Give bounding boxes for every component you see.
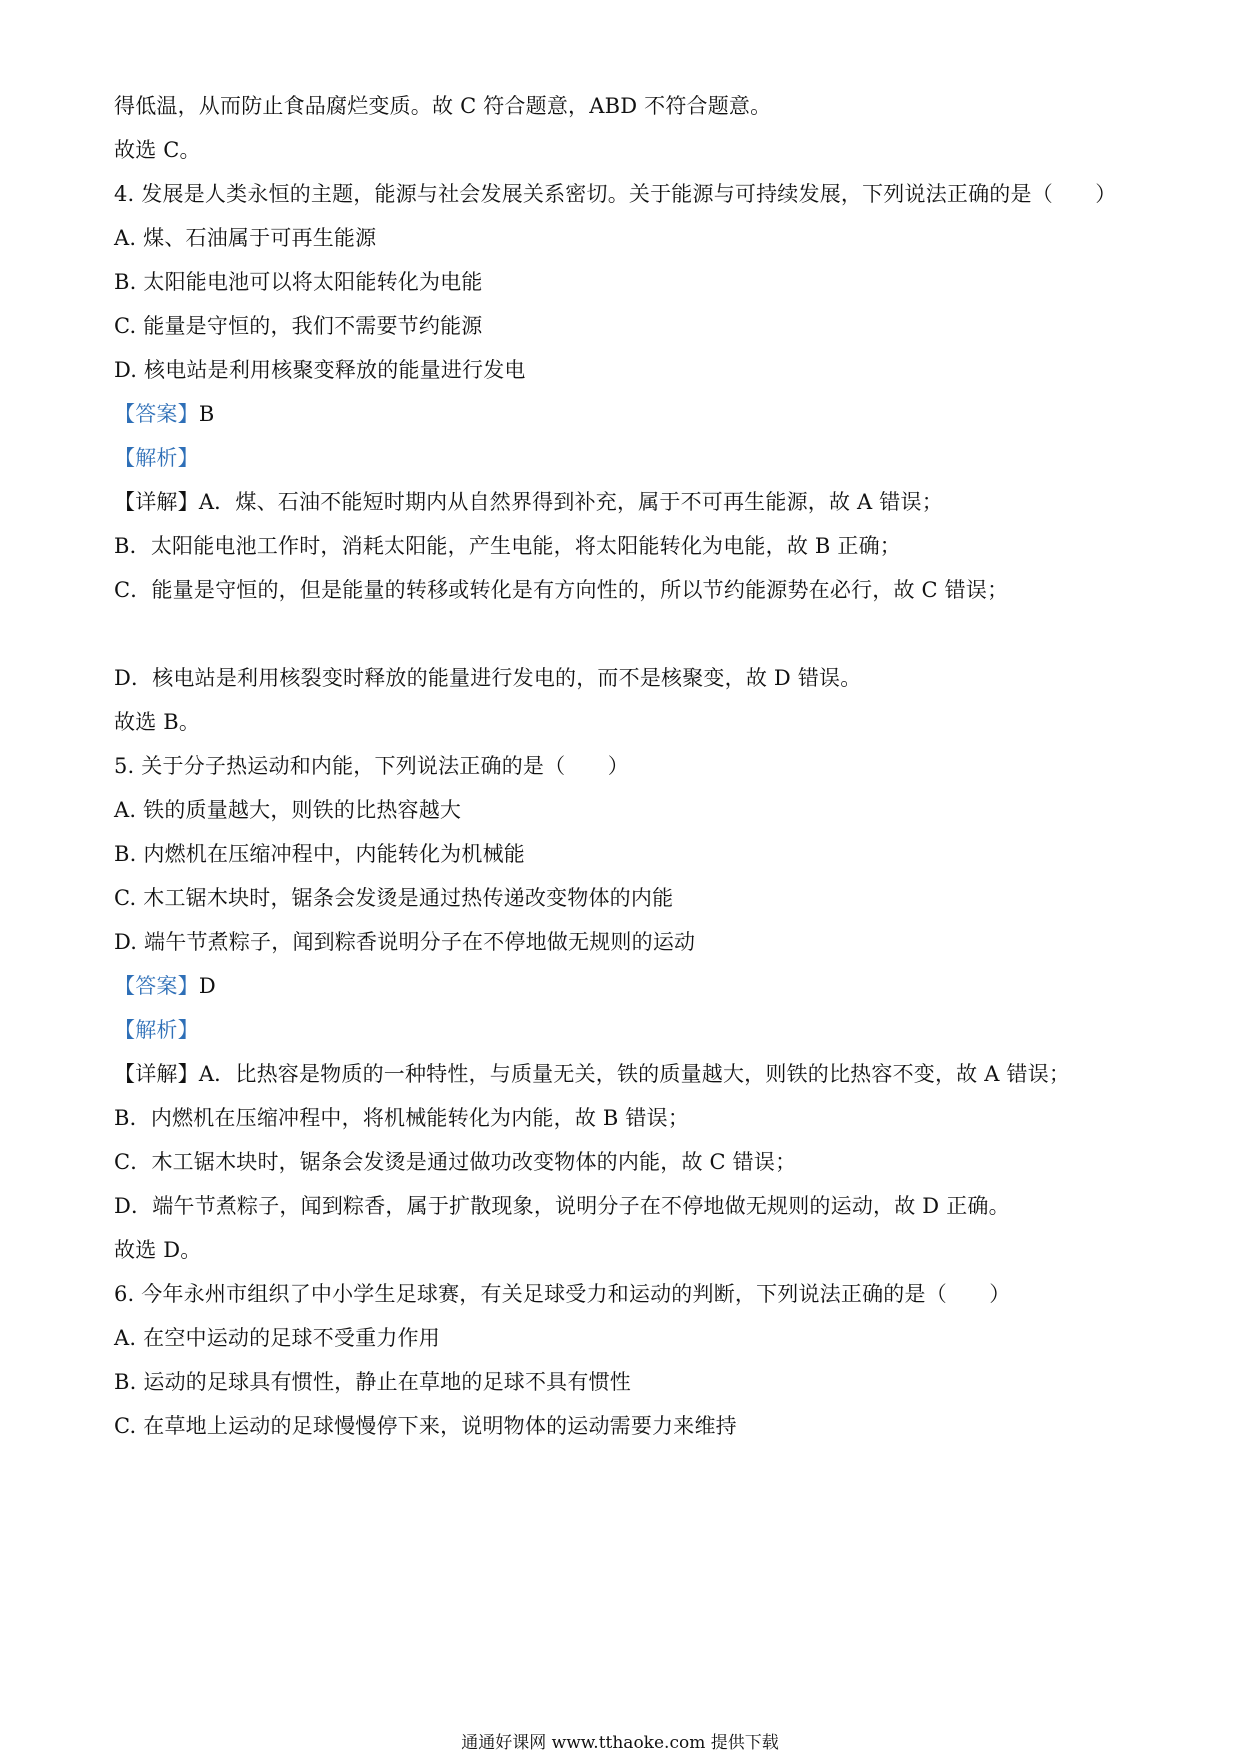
- answer-label: 【答案】: [114, 402, 199, 426]
- analysis-line: [114, 444, 199, 472]
- text-line: D．核电站是利用核裂变时释放的能量进行发电的，而不是核聚变，故 D 错误。: [114, 666, 862, 690]
- answer-label: 【答案】: [114, 974, 199, 998]
- question-4: 4. 发展是人类永恒的主题，能源与社会发展关系密切。关于能源与可持续发展，下列说法正确的是（ ）: [114, 182, 1117, 206]
- question-6: 6. 今年永州市组织了中小学生足球赛，有关足球受力和运动的判断，下列说法正确的是（ ）: [114, 1282, 1011, 1306]
- option-c: C. 能量是守恒的，我们不需要节约能源: [114, 314, 483, 338]
- text-line: 故选 B。: [114, 710, 201, 734]
- detail-label: 【详解】: [114, 1062, 199, 1086]
- analysis-line: [114, 1016, 199, 1044]
- option-d: D. 端午节煮粽子，闻到粽香说明分子在不停地做无规则的运动: [114, 930, 696, 954]
- option-a: A. 煤、石油属于可再生能源: [114, 226, 377, 250]
- detail-line: 【详解】A．比热容是物质的一种特性，与质量无关，铁的质量越大，则铁的比热容不变，故 A 错误；: [114, 1062, 1071, 1086]
- text-line: D．端午节煮粽子，闻到粽香，属于扩散现象，说明分子在不停地做无规则的运动，故 D 正确。: [114, 1194, 1010, 1218]
- option-c: C. 木工锯木块时，锯条会发烫是通过热传递改变物体的内能: [114, 886, 674, 910]
- analysis-label: 【解析】: [114, 446, 199, 470]
- text-line: B．内燃机在压缩冲程中，将机械能转化为内能，故 B 错误；: [114, 1106, 690, 1130]
- detail-label: 【详解】: [114, 490, 199, 514]
- option-a: A. 在空中运动的足球不受重力作用: [114, 1326, 440, 1350]
- question-5: 5. 关于分子热运动和内能，下列说法正确的是（ ）: [114, 754, 629, 778]
- option-c: C. 在草地上运动的足球慢慢停下来，说明物体的运动需要力来维持: [114, 1414, 737, 1438]
- answer-line: 【答案】D: [114, 974, 216, 998]
- analysis-label: 【解析】: [114, 1018, 199, 1042]
- option-b: B. 内燃机在压缩冲程中，内能转化为机械能: [114, 842, 525, 866]
- option-b: B. 运动的足球具有惯性，静止在草地的足球不具有惯性: [114, 1370, 631, 1394]
- detail-line: 【详解】A．煤、石油不能短时期内从自然界得到补充，属于不可再生能源，故 A 错误；: [114, 490, 943, 514]
- option-a: A. 铁的质量越大，则铁的比热容越大: [114, 798, 462, 822]
- text-line: 故选 C。: [114, 138, 201, 162]
- option-d: D. 核电站是利用核聚变释放的能量进行发电: [114, 358, 526, 382]
- text-line: B．太阳能电池工作时，消耗太阳能，产生电能，将太阳能转化为电能，故 B 正确；: [114, 534, 902, 558]
- text-line: C．能量是守恒的，但是能量的转移或转化是有方向性的，所以节约能源势在必行，故 C 错误；: [114, 578, 1009, 602]
- answer-line: 【答案】B: [114, 402, 215, 426]
- text-line: C．木工锯木块时，锯条会发烫是通过做功改变物体的内能，故 C 错误；: [114, 1150, 797, 1174]
- text-line: 得低温，从而防止食品腐烂变质。故 C 符合题意，ABD 不符合题意。: [114, 94, 772, 118]
- page-footer: 通通好课网 www.tthaoke.com 提供下载: [461, 1733, 779, 1753]
- text-line: 故选 D。: [114, 1238, 202, 1262]
- option-b: B. 太阳能电池可以将太阳能转化为电能: [114, 270, 483, 294]
